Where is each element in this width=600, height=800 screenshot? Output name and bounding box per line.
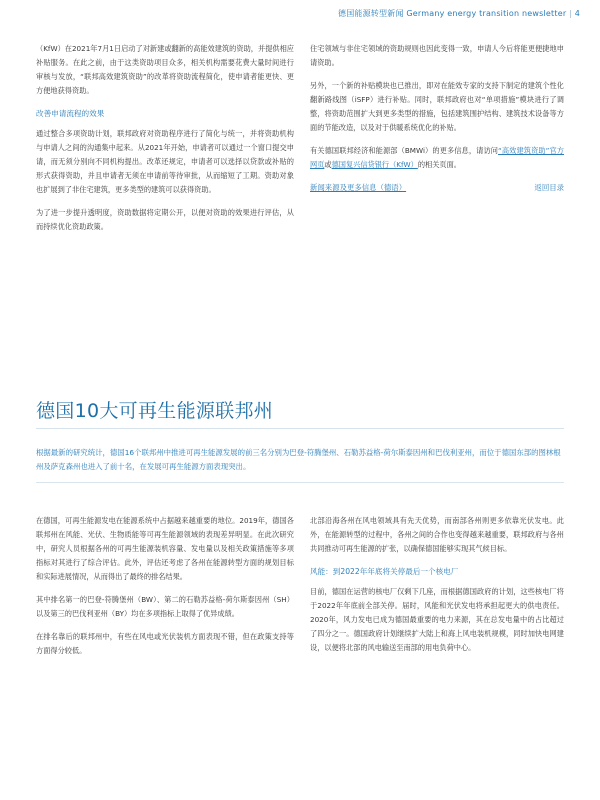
kfw-link[interactable]: 德国复兴信贷银行（KfW） bbox=[331, 160, 418, 169]
info-text-before: 有关德国联邦经济和能源部（BMWi）的更多信息，请访问 bbox=[310, 146, 499, 155]
source-link[interactable]: 新闻来源及更多信息（德语） bbox=[310, 183, 407, 192]
bottom-left-paragraph-1: 在德国，可再生能源发电在能源系统中占据越来越重要的地位。2019年，德国各联邦州在风能、光伏、生物质能等可再生能源领域的表现差异明显。在此次研究中，研究人员根据各州的可再生能源装机容量、发电量以及相关政策措施等多项指标对其进行了综合评估。此外，评估还考虑了各州在能源转型方面的规划目标和实际进展情况，从而得出了最终的排名结果。 bbox=[36, 516, 294, 581]
top-left-paragraph-2: 通过整合多项资助计划，联邦政府对资助程序进行了简化与统一，并将资助机构与申请人之间的沟通集中起来。从2021年开始，申请者可以通过一个窗口提交申请，而无须分别向不同机构提出。改革还规定，申请者可以选择以贷款或补贴的形式获得资助，并且申请者无须在申请前等待审批，从而缩短了工期。资助对象也扩展到了非住宅建筑，更多类型的建筑可以获得资助。 bbox=[36, 129, 294, 194]
top-right-column bbox=[310, 42, 564, 195]
top-left-paragraph-1: （KfW）在2021年7月1日启动了对新建或翻新的高能效建筑的资助，并提供相应补贴服务。在此之前，由于这类资助项目众多，相关机构需要花费大量时间进行审核与发放，“联邦高效建筑资助”的改革将资助流程简化，使申请者能更快、更方便地获得资助。 bbox=[36, 44, 294, 95]
section-title: 德国10大可再生能源联邦州 bbox=[36, 400, 274, 422]
top-right-paragraph-1: 住宅领域与非住宅领域的资助规则也因此变得一致，申请人今后将能更便捷地申请资助。 bbox=[310, 44, 564, 67]
intro-divider bbox=[36, 482, 564, 483]
info-text-mid: 或 bbox=[324, 160, 332, 169]
top-left-paragraph-3: 为了进一步提升透明度，资助数据将定期公开，以便对资助的效果进行评估，从而持续优化资助政策。 bbox=[36, 208, 294, 231]
efficient-building-link[interactable]: “高效建筑资助”官方网页 bbox=[310, 146, 564, 169]
top-right-paragraph-3 bbox=[310, 144, 564, 172]
top-left-subheading: 改善申请流程的效果 bbox=[36, 109, 105, 118]
bottom-right-paragraph-1: 北部沿海各州在风电领域具有先天优势，而南部各州则更多依靠光伏发电。此外，在能源转型的过程中，各州之间的合作也变得越来越重要，联邦政府与各州共同推动可再生能源的扩张，以确保德国能够实现其气候目标。 bbox=[310, 516, 564, 553]
bottom-left-paragraph-2: 其中排名第一的巴登-符腾堡州（BW）、第二的石勒苏益格-荷尔斯泰因州（SH）以及第三的巴伐利亚州（BY）均在多项指标上取得了优异成绩。 bbox=[36, 595, 294, 618]
bottom-right-column bbox=[310, 514, 564, 664]
source-row bbox=[310, 181, 564, 195]
top-left-column bbox=[36, 42, 294, 243]
back-to-contents-link[interactable]: 返回目录 bbox=[534, 183, 564, 192]
section-intro: 根据最新的研究统计，德国16个联邦州中推进可再生能源发展的前三名分别为巴登-符腾堡州、石勒苏益格-荷尔斯泰因州和巴伐利亚州，而位于德国东部的图林根州及萨克森州也进入了前十名，在发展可再生能源方面表现突出。 bbox=[36, 448, 561, 471]
bottom-right-paragraph-2: 目前，德国在运营的核电厂仅剩下几座，而根据德国政府的计划，这些核电厂将于2022年年底前全部关停。届时，风能和光伏发电将承担起更大的供电责任。2020年，风力发电已成为德国最重要的电力来源，其在总发电量中的占比超过了四分之一。德国政府计划继续扩大陆上和海上风电装机规模，同时加快电网建设，以便将北部的风电输送至南部的用电负荷中心。 bbox=[310, 587, 564, 652]
header-title: 德国能源转型新闻 Germany energy transition newsletter bbox=[338, 9, 567, 18]
header-page-number: 4 bbox=[574, 9, 580, 18]
top-right-paragraph-2: 另外，一个新的补贴模块也已推出，即对在能效专家的支持下制定的建筑个性化翻新路线图（iSFP）进行补贴。同时，联邦政府也对“单项措施”模块进行了调整，将资助范围扩大到更多类型的措施，包括建筑围护结构、建筑技术设备等方面的节能改造，以及对于供暖系统优化的补贴。 bbox=[310, 81, 564, 132]
header-separator: | bbox=[569, 9, 575, 18]
bottom-left-paragraph-3: 在排名靠后的联邦州中，有些在风电或光伏装机方面表现不错，但在政策支持等方面得分较低。 bbox=[36, 632, 294, 655]
bottom-right-subheading: 风能：到2022年年底将关停最后一个核电厂 bbox=[310, 567, 459, 576]
info-text-after: 的相关页面。 bbox=[417, 160, 461, 169]
page-header bbox=[338, 8, 580, 19]
bottom-left-column bbox=[36, 514, 294, 667]
title-divider bbox=[36, 428, 564, 429]
